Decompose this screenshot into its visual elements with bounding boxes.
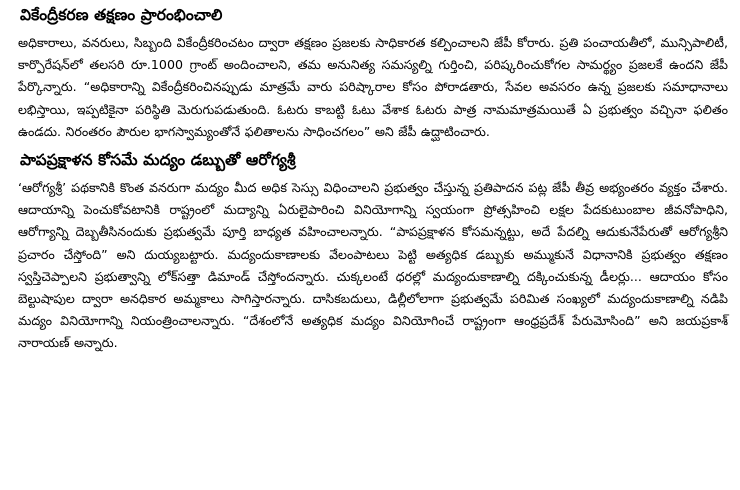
section-body-arogyasri: ‘ఆరోగ్యశ్రీ’ పథకానికి కొంత వనరుగా మద్యం మీద అధిక సెస్సు విధించాలని ప్రభుత్వం చేస్తున్న ప్రతిపాదన పట్ల జేపీ తీవ్ర అభ్యంతరం వ్యక్తం చేశారు. ఆదాయాన్ని పెంచుకోవటానికి రాష్ట్రంలో మద్యాన్ని ఏరులైపారించి వినియోగాన్ని స్వయంగా ప్రోత్సహించి లక్షల పేదకుటుంబాల జీవనోపాధిని, ఆరోగ్యాన్ని దెబ్బతీసినందుకు ప్రభుత్వమే పూర్తి బాధ్యత వహించాలన్నారు. “పాపప్రక్షాళన కోసమన్నట్టు, అదే పేదల్ని ఆదుకునేపేరుతో ఆరోగ్యశ్రీని ప్రచారం చేస్తోంది” అని దుయ్యబట్టారు. మద్యందుకాణాలకు వేలంపాటలు పెట్టి అత్యధిక డబ్బుకు అమ్ముకునే విధానానికి ప్రభుత్వం తక్షణం స్వస్తిచెప్పాలని ప్రభుత్వాన్ని లోక్‌సత్తా డిమాండ్ చేస్తోందన్నారు. చుక్కలంటే ధరల్లో మద్యందుకాణాల్ని దక్కించుకున్న డీలర్లు... ఆదాయం కోసం బెల్టుషాపుల ద్వారా అనధికార అమ్మకాలు సాగిస్తారన్నారు. దాసికబదులు, డిల్లీలోలాగా ప్రభుత్వమే పరిమిత సంఖ్యలో మద్యందుకాణాల్ని నడిపి మద్యం వినియోగాన్ని నియంత్రించాలన్నారు. “దేశంలోనే అత్యధిక మద్యం వినియోగించే రాష్ట్రంగా ఆంధ్రప్రదేశ్ పేరుమోసింది” అని జయప్రకాశ్ నారాయణ్ అన్నారు. [18,180,728,351]
section-heading-decentralization: వికేంద్రీకరణ తక్షణం ప్రారంభించాలి [20,6,223,24]
section-heading-arogyasri: పాపప్రక్షాళన కోసమే మద్యం డబ్బుతో ఆరోగ్యశ్రీ [20,151,296,170]
section-body-decentralization: అధికారాలు, వనరులు, సిబ్బంది వికేంద్రీకరించటం ద్వారా తక్షణం ప్రజలకు సాధికారత కల్పించాలని జేపీ కోరారు. ప్రతి పంచాయతీలో, మున్సిపాలిటీ, కార్పొరేషన్‌లో తలసరి రూ.1000 గ్రాంట్ అందించాలని, తమ అనునిత్య సమస్యల్ని గుర్తించి, పరిష్కరించుకోగల సామర్థ్యం ప్రజలకే ఉందని జేపీ పేర్కొన్నారు. “అధికారాన్ని వికేంద్రీకరించినప్పుడు మాత్రమే వారు పరిష్కారాల కోసం పోరాడతారు, సేవల అవసరం ఉన్న ప్రజలకు సమాధానాలు లభిస్తాయి, ఇప్పటికైనా పరిస్థితి మెరుగుపడుతుంది. ఓటరు కాబట్టి ఓటు వేశాక ఓటరు పాత్ర నామమాత్రమయితే ఏ ప్రభుత్వం వచ్చినా ఫలితం ఉండదు. నిరంతరం పౌరుల భాగస్వామ్యంతోనే ఫలితాలను సాధించగలం” అని జేపీ ఉద్ఘాటించారు. [18,35,728,139]
